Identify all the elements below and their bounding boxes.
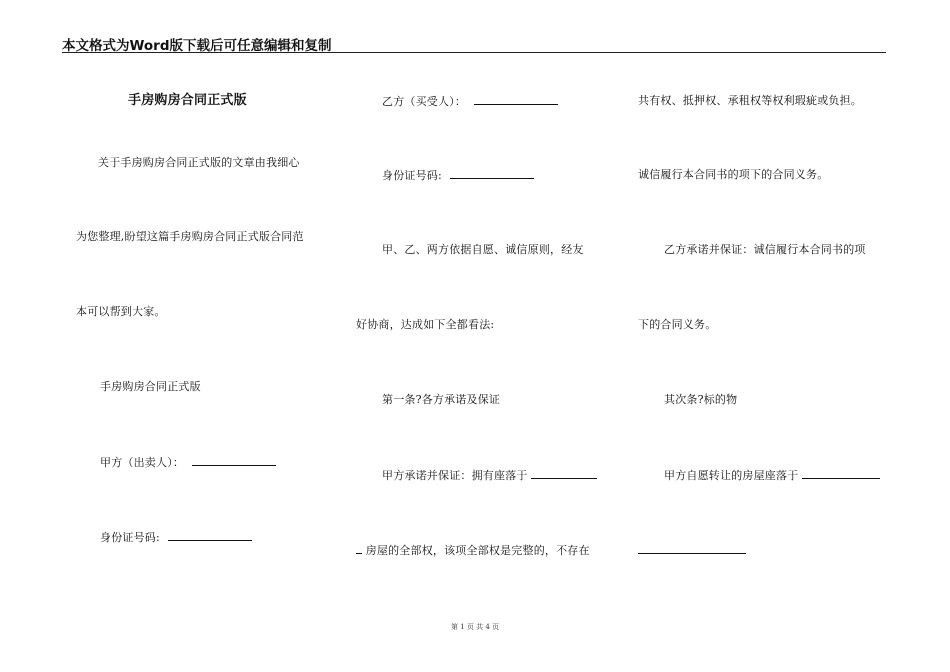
- article-2-heading: 其次条?标的物: [664, 393, 738, 406]
- transfer-location-line: [664, 468, 880, 483]
- house-rights-line: [356, 543, 590, 558]
- transfer-location-text: 甲方自愿转让的房屋座落于: [664, 469, 799, 482]
- transfer-location-blank: [802, 468, 880, 479]
- agreement-para-line-1: 甲、乙、两方依据自愿、诚信原则，经友: [382, 243, 584, 256]
- document-title: 手房购房合同正式版: [128, 93, 247, 108]
- transfer-location-continued: [638, 543, 746, 558]
- right-line-2: 诚信履行本合同书的项下的合同义务。: [638, 168, 829, 181]
- agreement-para-line-2: 好协商，达成如下全都看法:: [356, 318, 495, 331]
- party-a-promise-text: 甲方承诺并保证：拥有座落于: [382, 469, 528, 482]
- party-b-line: [382, 94, 558, 109]
- house-location-blank: [531, 468, 597, 479]
- intro-line-1: 关于手房购房合同正式版的文章由我细心: [98, 156, 300, 169]
- party-a-id-label: 身份证号码:: [100, 531, 160, 544]
- column-left: [76, 0, 326, 672]
- party-b-id-line: [382, 168, 534, 183]
- document-header: 本文格式为Word版下载后可任意编辑和复制: [62, 38, 332, 54]
- right-line-4: 下的合同义务。: [638, 318, 717, 331]
- party-b-id-label: 身份证号码:: [382, 169, 442, 182]
- page-number: 第 1 页 共 4 页: [450, 623, 500, 631]
- party-a-id-line: [100, 530, 252, 545]
- party-a-promise-line: [382, 468, 597, 483]
- right-line-1: 共有权、抵押权、承租权等权利瑕疵或负担。: [638, 94, 862, 107]
- article-1-heading: 第一条?各方承诺及保证: [382, 393, 501, 406]
- party-a-label: 甲方（出卖人）：: [100, 456, 185, 469]
- contract-subtitle: 手房购房合同正式版: [100, 380, 201, 393]
- party-a-blank: [192, 455, 276, 466]
- intro-line-2: 为您整理,盼望这篇手房购房合同正式版合同范: [76, 230, 304, 243]
- column-middle: [356, 0, 608, 672]
- party-b-promise-line: 乙方承诺并保证：诚信履行本合同书的项: [664, 243, 866, 256]
- party-b-id-blank: [450, 168, 534, 179]
- house-rights-blank: [356, 543, 362, 554]
- party-b-label: 乙方（买受人）：: [382, 95, 467, 108]
- party-b-blank: [474, 94, 558, 105]
- intro-line-3: 本可以帮到大家。: [76, 305, 166, 318]
- transfer-location-blank-2: [638, 543, 746, 554]
- party-a-line: [100, 455, 276, 470]
- house-rights-text: 房屋的全部权，该项全部权是完整的，不存在: [365, 544, 590, 557]
- column-right: [638, 0, 890, 672]
- party-a-id-blank: [168, 530, 252, 541]
